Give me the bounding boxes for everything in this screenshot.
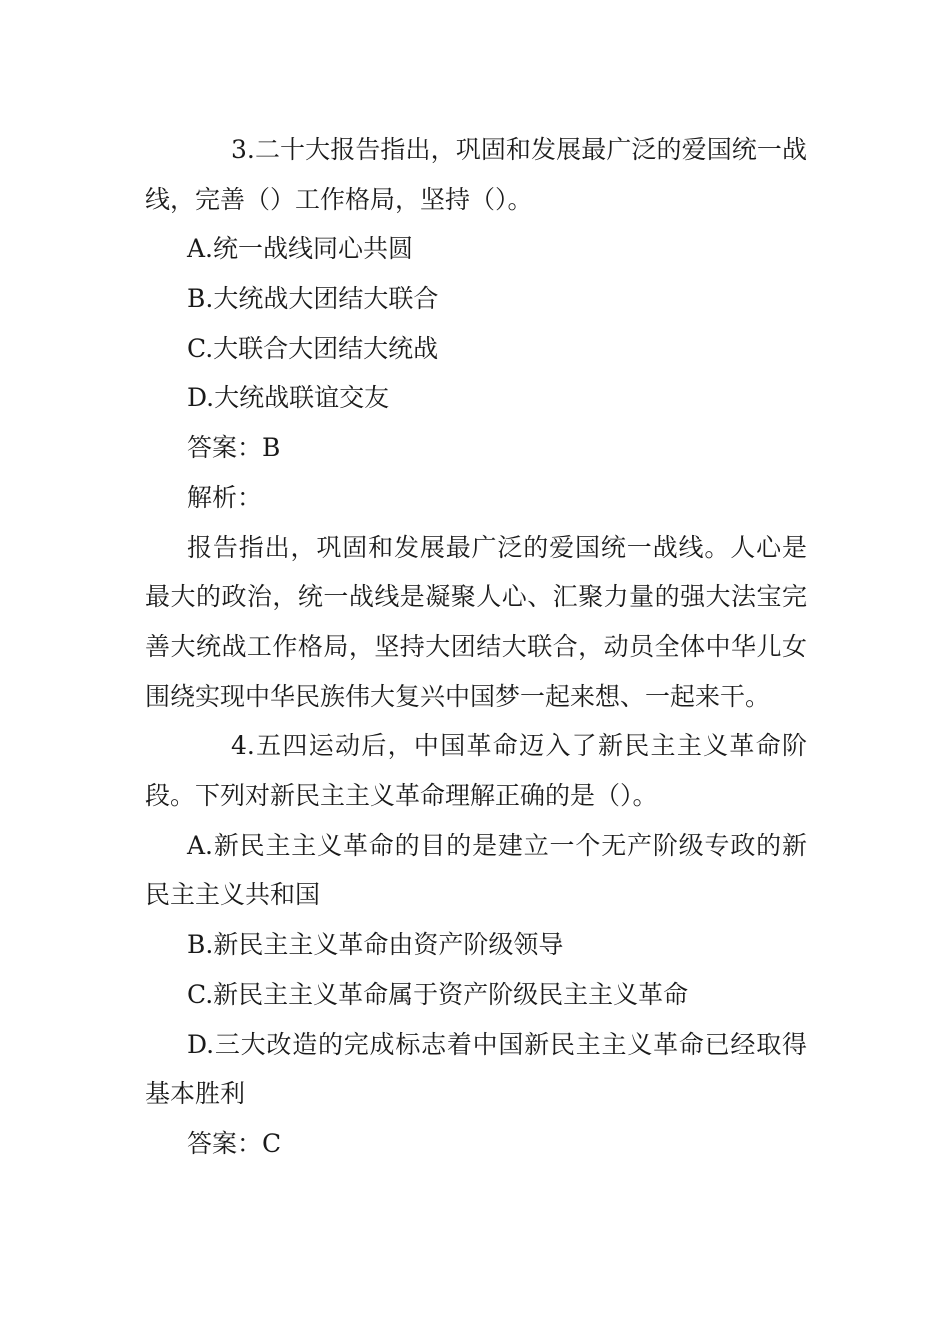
question-4-answer: 答案：C: [187, 1128, 282, 1158]
question-3-analysis-label: 解析：: [187, 482, 263, 512]
question-4-option-a: A.新民主主义革命的目的是建立一个无产阶级专政的新民主主义共和国: [145, 830, 807, 910]
document-page: [145, 125, 807, 1169]
question-4-option-c: C.新民主主义革命属于资产阶级民主主义革命: [187, 979, 689, 1009]
question-4-option-d: D.三大改造的完成标志着中国新民主主义革命已经取得基本胜利: [145, 1029, 807, 1109]
question-3-analysis: 报告指出，巩固和发展最广泛的爱国统一战线。人心是最大的政治，统一战线是凝聚人心、汇聚力量的强大法宝完善大统战工作格局，坚持大团结大联合，动员全体中华儿女围绕实现中华民族伟大复兴中国梦一起来想、一起来干。: [145, 532, 807, 711]
question-3-option-a: A.统一战线同心共圆: [187, 234, 414, 264]
question-3-answer: 答案：B: [187, 433, 281, 463]
question-4-option-b: B.新民主主义革命由资产阶级领导: [187, 930, 564, 960]
question-3-stem: 3.二十大报告指出，巩固和发展最广泛的爱国统一战线，完善（）工作格局，坚持（）。: [145, 135, 807, 214]
question-4-stem: 4.五四运动后，中国革命迈入了新民主主义革命阶段。下列对新民主主义革命理解正确的是（）。: [145, 731, 807, 811]
question-3-option-c: C.大联合大团结大统战: [187, 333, 439, 363]
question-3-option-b: B.大统战大团结大联合: [187, 284, 439, 314]
question-3-option-d: D.大统战联谊交友: [187, 383, 390, 413]
